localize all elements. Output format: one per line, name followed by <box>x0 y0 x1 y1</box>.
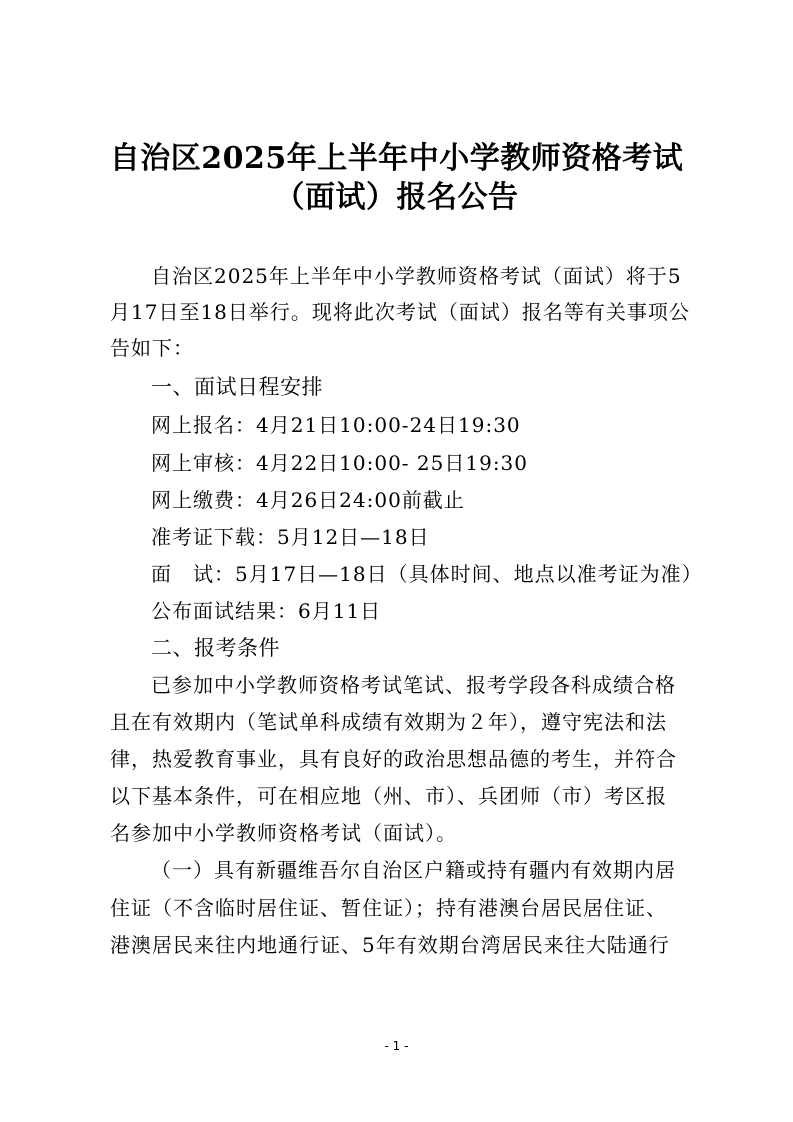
schedule-item-admission-ticket: 准考证下载：5月12日—18日 <box>151 525 430 549</box>
section-heading-schedule: 一、面试日程安排 <box>151 375 323 399</box>
intro-line-3: 告如下： <box>110 336 194 360</box>
schedule-item-interview: 面 试：5月17日—18日（具体时间、地点以准考证为准） <box>151 562 703 586</box>
condition-item-1-line-1: （一）具有新疆维吾尔自治区户籍或持有疆内有效期内居 <box>151 858 676 882</box>
conditions-line-4: 以下基本条件，可在相应地（州、市）、兵团师（市）考区报 <box>110 784 667 808</box>
intro-line-2: 月17日至18日举行。现将此次考试（面试）报名等有关事项公 <box>110 300 690 324</box>
condition-item-1-line-3: 港澳居民来往内地通行证、5年有效期台湾居民来往大陆通行 <box>110 933 670 957</box>
intro-line-1: 自治区2025年上半年中小学教师资格考试（面试）将于5 <box>151 264 682 288</box>
page-title-line-1: 自治区2025年上半年中小学教师资格考试 <box>109 141 684 176</box>
schedule-item-online-review: 网上审核：4月22日10:00- 25日19:30 <box>151 451 529 475</box>
condition-item-1-line-2: 住证（不含临时居住证、暂住证）；持有港澳台居民居住证、 <box>110 896 667 920</box>
page-number: - 1 - <box>384 1039 409 1053</box>
schedule-item-online-payment: 网上缴费：4月26日24:00前截止 <box>151 488 465 512</box>
schedule-item-results: 公布面试结果：6月11日 <box>151 599 382 623</box>
conditions-line-1: 已参加中小学教师资格考试笔试、报考学段各科成绩合格 <box>151 673 676 697</box>
conditions-line-2: 且在有效期内（笔试单科成绩有效期为２年），遵守宪法和法 <box>110 710 667 734</box>
conditions-line-5: 名参加中小学教师资格考试（面试）。 <box>110 821 457 845</box>
page-title-line-2: （面试）报名公告 <box>274 180 519 215</box>
section-heading-conditions: 二、报考条件 <box>151 636 280 660</box>
schedule-item-online-registration: 网上报名：4月21日10:00-24日19:30 <box>151 413 521 437</box>
conditions-line-3: 律，热爱教育事业，具有良好的政治思想品德的考生，并符合 <box>110 747 677 771</box>
